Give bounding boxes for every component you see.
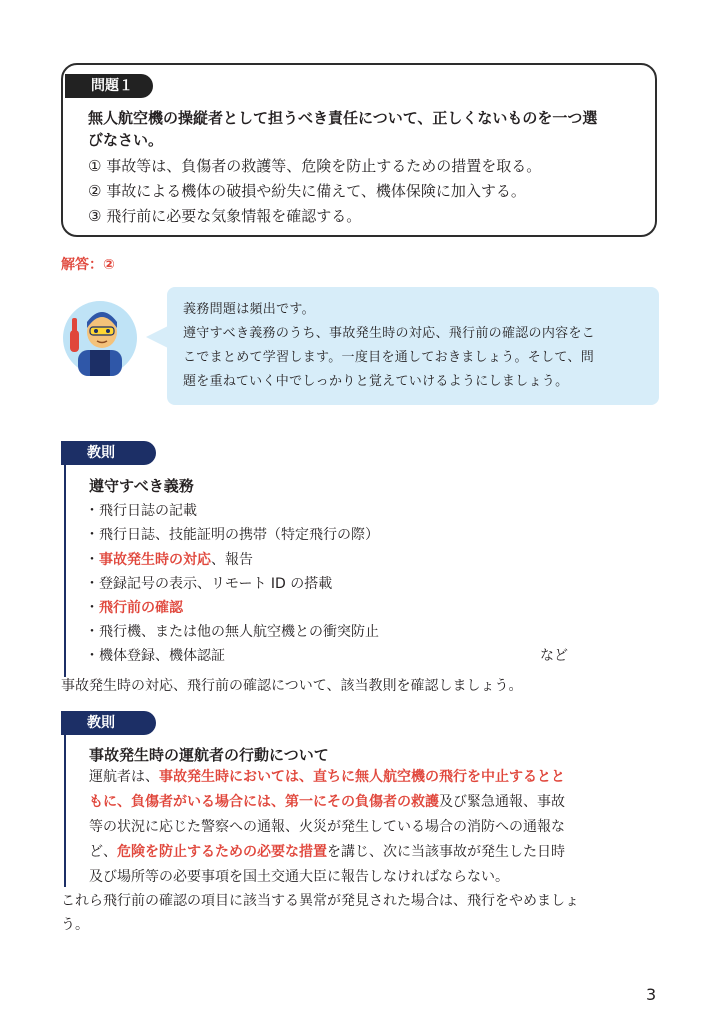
answer-label: 解答：②: [61, 257, 115, 273]
rule1-item-7: ・機体登録、機体認証: [85, 648, 225, 664]
rule1-item-4: ・登録記号の表示、リモート ID の搭載: [85, 576, 333, 592]
highlight-text: 飛行前の確認: [99, 600, 183, 616]
page-number: 3: [646, 985, 657, 1004]
highlight-text: もに、負傷者がいる場合には、第一にその負傷者の救護: [89, 794, 439, 810]
text-run: 運航者は、: [89, 769, 159, 785]
rule2-note-line2: う。: [61, 917, 89, 933]
text-run: ど、: [89, 844, 117, 860]
question-stem-line2: びなさい。: [88, 131, 164, 149]
rule2-rule-line: [64, 735, 66, 887]
question-tag: 問題１: [65, 74, 153, 98]
option-1: ① 事故等は、負傷者の救護等、危険を防止するための措置を取る。: [88, 157, 542, 175]
rule2-line-3: 等の状況に応じた警察への通報、火災が発生している場合の消防への通報な: [89, 819, 565, 835]
rule2-line-5: 及び場所等の必要事項を国土交通大臣に報告しなければならない。: [89, 869, 509, 885]
bubble-line-1: 義務問題は頻出です。: [183, 302, 315, 317]
highlight-text: 事故発生時の対応: [99, 552, 211, 568]
highlight-text: 事故発生時においては、直ちに無人航空機の飛行を中止するとと: [159, 769, 565, 785]
rule1-item-1: ・飛行日誌の記載: [85, 503, 197, 519]
rule2-line-2: [89, 790, 649, 815]
bubble-line-4: 題を重ねていく中でしっかりと覚えていけるようにしましょう。: [183, 374, 569, 389]
rule1-etc: など: [540, 648, 568, 664]
speech-bubble-tail: [146, 326, 168, 348]
text-run: 及び緊急通報、事故: [439, 794, 565, 810]
rule2-line-1: [89, 765, 649, 790]
rule1-item-2: ・飛行日誌、技能証明の携帯（特定飛行の際）: [85, 527, 379, 543]
highlight-text: 危険を防止するための必要な措置: [117, 844, 327, 860]
rule2-heading: 事故発生時の運航者の行動について: [89, 746, 329, 764]
rule1-item-6: ・飛行機、または他の無人航空機との衝突防止: [85, 624, 379, 640]
bullet: ・: [85, 552, 99, 568]
option-2: ② 事故による機体の破損や紛失に備えて、機体保険に加入する。: [88, 182, 526, 200]
rule1-rule-line: [64, 465, 66, 677]
rule2-note-line1: これら飛行前の確認の項目に該当する異常が発見された場合は、飛行をやめましょ: [61, 893, 579, 909]
option-3: ③ 飛行前に必要な気象情報を確認する。: [88, 207, 362, 225]
rule1-note: 事故発生時の対応、飛行前の確認について、該当教則を確認しましょう。: [61, 678, 523, 694]
rule1-tag: 教則: [61, 441, 156, 465]
bubble-line-3: こでまとめて学習します。一度目を通しておきましょう。そして、問: [183, 350, 595, 365]
rule1-item-5: [85, 597, 183, 617]
rule2-line-4: [89, 840, 649, 865]
bullet: ・: [85, 600, 99, 616]
item-suffix: 、報告: [211, 552, 253, 568]
text-run: を講じ、次に当該事故が発生した日時: [327, 844, 565, 860]
rule1-item-3: [85, 549, 253, 569]
bubble-line-2: 遵守すべき義務のうち、事故発生時の対応、飛行前の確認の内容をこ: [183, 326, 596, 341]
rule2-tag: 教則: [61, 711, 156, 735]
rule1-heading: 遵守すべき義務: [89, 477, 194, 495]
question-stem-line1: 無人航空機の操縦者として担うべき責任について、正しくないものを一つ選: [88, 109, 598, 127]
robot-mascot-icon: [62, 300, 138, 376]
